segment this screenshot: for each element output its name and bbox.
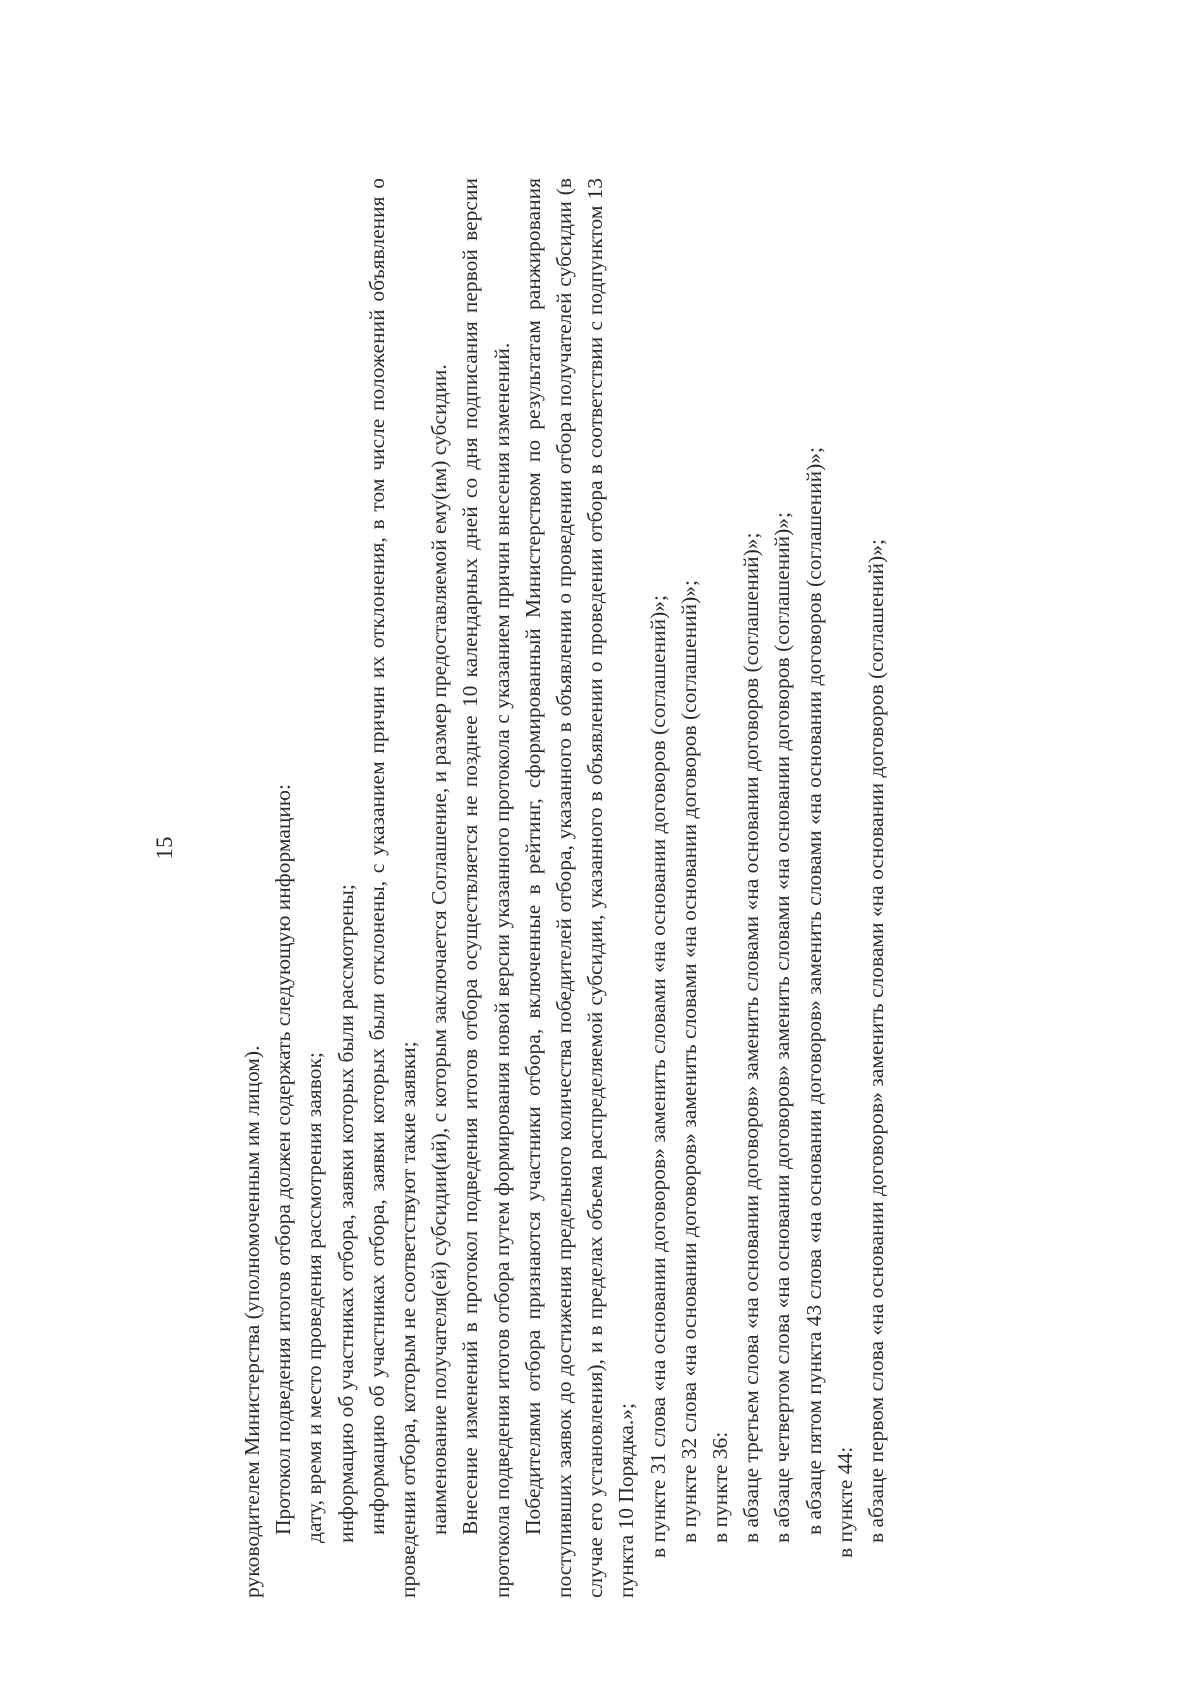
amendment-item-36-third: в абзаце третьем слова «на основании договоров» заменить словами «на основании договоров (соглашений)»;	[739, 532, 764, 1543]
paragraph-winners: Победителями отбора признаются участники отбора, включенные в рейтинг, сформированный Министерством по результатам ранжирования поступивших заявок до достижения предельного количества победителей отбора, указанного в объявлении о проведении отбора получателей субсидии (в случае его установления), и в пределах объема распределяемой субсидии, указанного в объявлении о проведении отбора в соответствии с подпунктом 13 пункта 10 Порядка.»;	[520, 178, 639, 1598]
amendment-item-36-fourth: в абзаце четвертом слова «на основании договоров» заменить словами «на основании договоров (соглашений)»;	[770, 511, 795, 1543]
paragraph-continuation: руководителем Министерства (уполномоченным им лицом).	[240, 1045, 264, 1598]
page-number: 15	[152, 836, 177, 860]
list-item-date-time-place: дату, время и место проведения рассмотрения заявок;	[302, 1052, 327, 1543]
list-item-participants-rejected: информацию об участниках отбора, заявки которых были отклонены, с указанием причин их отклонения, в том числе положений объявления о проведении отбора, которым не соответствуют такие заявки;	[364, 178, 421, 1598]
amendment-item-36: в пункте 36:	[708, 1431, 733, 1543]
paragraph-protocol-content: Протокол подведения итогов отбора должен содержать следующую информацию:	[271, 784, 296, 1535]
document-body	[237, 178, 892, 1598]
amendment-item-32: в пункте 32 слова «на основании договоров» заменить словами «на основании договоров (соглашений)»;	[676, 580, 701, 1543]
list-item-recipient-name: наименование получателя(ей) субсидии(ий), с которым заключается Соглашение, и размер предоставляемой ему(им) субсидии.	[427, 364, 452, 1535]
list-item-participants-reviewed: информацию об участниках отбора, заявки которых были рассмотрены;	[333, 884, 358, 1543]
amendment-item-44-first: в абзаце первом слова «на основании договоров» заменить словами «на основании договоров (соглашений)»;	[864, 539, 889, 1543]
paragraph-protocol-changes: Внесение изменений в протокол подведения итогов отбора осуществляется не позднее 10 календарных дней со дня подписания первой версии протокола подведения итогов отбора путем формирования новой версии указанного протокола с указанием причин внесения изменений.	[458, 178, 514, 1598]
amendment-item-31: в пункте 31 слова «на основании договоров» заменить словами «на основании договоров (соглашений)»;	[645, 595, 670, 1558]
amendment-item-43: в абзаце пятом пункта 43 слова «на основании договоров» заменить словами «на основании договоров (соглашений)»;	[801, 447, 826, 1535]
amendment-item-44: в пункте 44:	[832, 1446, 857, 1558]
document-sheet	[150, 98, 1050, 1598]
